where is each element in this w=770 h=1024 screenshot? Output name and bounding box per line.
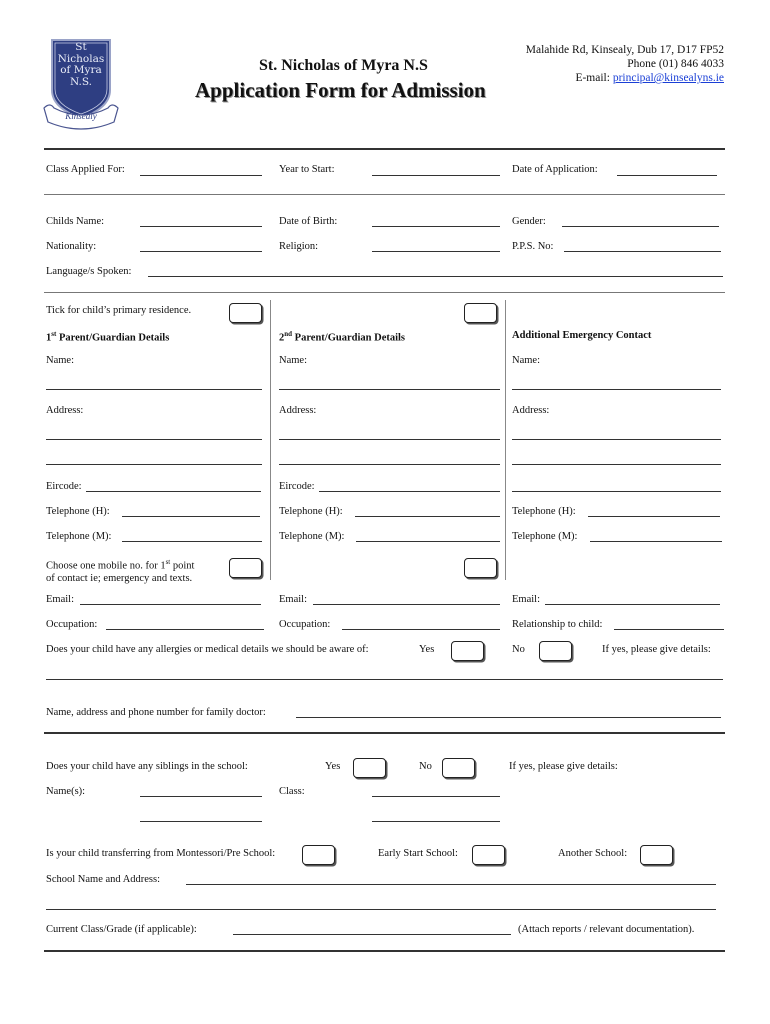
crest-ribbon-text: Kinsealy [65, 111, 97, 121]
parent2-occupation-field[interactable] [342, 629, 500, 630]
parent2-name-field[interactable] [279, 389, 500, 390]
early-start-label: Early Start School: [378, 848, 458, 859]
doctor-label: Name, address and phone number for family doctor: [46, 707, 266, 718]
parent1-eircode-field[interactable] [86, 491, 261, 492]
sibling-names-field[interactable] [140, 821, 262, 822]
siblings-details-label: If yes, please give details: [509, 761, 618, 772]
parent1-tel-h-field[interactable] [122, 516, 260, 517]
siblings-no-label: No [419, 761, 432, 772]
siblings-question: Does your child have any siblings in the school: [46, 761, 248, 772]
parent2-address-label: Address: [279, 405, 317, 416]
date-of-birth-field[interactable] [372, 226, 500, 227]
school-name-address-field[interactable] [186, 884, 716, 885]
crest-text-line: St [75, 41, 87, 53]
emergency-heading: Additional Emergency Contact [512, 330, 652, 341]
medical-question: Does your child have any allergies or medical details we should be aware of: [46, 644, 369, 655]
parent2-tel-m-field[interactable] [356, 541, 500, 542]
school-phone: Phone (01) 846 4033 [627, 58, 724, 70]
date-of-birth-label: Date of Birth: [279, 216, 338, 227]
gender-field[interactable] [562, 226, 719, 227]
sibling-class-field[interactable] [372, 821, 500, 822]
religion-field[interactable] [372, 251, 500, 252]
sibling-class-field[interactable] [372, 796, 500, 797]
medical-no-label: No [512, 644, 525, 655]
parent2-name-label: Name: [279, 355, 307, 366]
year-to-start-field[interactable] [372, 175, 500, 176]
medical-yes-checkbox[interactable] [451, 641, 484, 661]
choose-mobile-label: Choose one mobile no. for 1st point of contact ie; emergency and texts. [46, 558, 195, 584]
school-crest-logo [40, 38, 122, 130]
current-class-field[interactable] [233, 934, 511, 935]
parent2-occupation-label: Occupation: [279, 619, 331, 630]
parent1-name-field[interactable] [46, 389, 262, 390]
another-school-checkbox[interactable] [640, 845, 673, 865]
doctor-field[interactable] [296, 717, 721, 718]
early-start-checkbox[interactable] [472, 845, 505, 865]
parent1-heading: 1st Parent/Guardian Details [46, 330, 170, 344]
parent2-address-field[interactable] [279, 439, 500, 440]
column-divider [270, 300, 271, 580]
crest-text-line: Nicholas [57, 52, 105, 65]
transfer-question: Is your child transferring from Montessori/Pre School: [46, 848, 276, 859]
residence-checkbox-parent2[interactable] [464, 303, 497, 323]
parent1-address-field[interactable] [46, 439, 262, 440]
divider [44, 292, 725, 293]
nationality-label: Nationality: [46, 241, 97, 252]
parent2-tel-m-label: Telephone (M): [279, 531, 345, 542]
year-to-start-label: Year to Start: [279, 164, 335, 175]
gender-label: Gender: [512, 216, 546, 227]
crest-text-line: of Myra [60, 64, 102, 76]
date-of-application-label: Date of Application: [512, 164, 598, 175]
medical-no-checkbox[interactable] [539, 641, 572, 661]
mobile-contact-checkbox-parent2[interactable] [464, 558, 497, 578]
relationship-label: Relationship to child: [512, 619, 603, 630]
mobile-contact-checkbox-parent1[interactable] [229, 558, 262, 578]
parent2-tel-h-label: Telephone (H): [279, 506, 343, 517]
divider [44, 950, 725, 952]
emergency-address-label: Address: [512, 405, 550, 416]
siblings-yes-checkbox[interactable] [353, 758, 386, 778]
parent1-eircode-label: Eircode: [46, 481, 82, 492]
tick-residence-label: Tick for child’s primary residence. [46, 305, 192, 316]
sibling-class-label: Class: [279, 786, 305, 797]
medical-details-field[interactable] [46, 679, 723, 680]
emergency-tel-h-label: Telephone (H): [512, 506, 576, 517]
residence-checkbox-parent1[interactable] [229, 303, 262, 323]
parent1-tel-m-label: Telephone (M): [46, 531, 112, 542]
school-name: St. Nicholas of Myra N.S [259, 57, 428, 74]
attach-note: (Attach reports / relevant documentation). [518, 924, 695, 935]
parent1-email-field[interactable] [80, 604, 261, 605]
medical-yes-label: Yes [419, 644, 435, 655]
parent1-tel-m-field[interactable] [122, 541, 262, 542]
pps-label: P.P.S. No: [512, 241, 554, 252]
parent1-name-label: Name: [46, 355, 74, 366]
parent2-eircode-label: Eircode: [279, 481, 315, 492]
medical-details-label: If yes, please give details: [602, 644, 711, 655]
emergency-name-label: Name: [512, 355, 540, 366]
emergency-tel-m-field[interactable] [590, 541, 722, 542]
languages-label: Language/s Spoken: [46, 266, 132, 277]
parent1-address-label: Address: [46, 405, 84, 416]
childs-name-label: Childs Name: [46, 216, 105, 227]
email-label: E-mail: [575, 72, 610, 84]
parent1-occupation-field[interactable] [106, 629, 264, 630]
school-name-address-field[interactable] [46, 909, 716, 910]
emergency-email-label: Email: [512, 594, 540, 605]
emergency-email-field[interactable] [545, 604, 720, 605]
emergency-tel-m-label: Telephone (M): [512, 531, 578, 542]
parent2-tel-h-field[interactable] [355, 516, 500, 517]
date-of-application-field[interactable] [617, 175, 717, 176]
parent1-email-label: Email: [46, 594, 74, 605]
column-divider [505, 300, 506, 580]
parent2-eircode-field[interactable] [319, 491, 500, 492]
parent1-address-field[interactable] [46, 464, 262, 465]
pps-field[interactable] [564, 251, 721, 252]
sibling-names-field[interactable] [140, 796, 262, 797]
parent1-tel-h-label: Telephone (H): [46, 506, 110, 517]
divider [44, 148, 725, 150]
school-name-address-label: School Name and Address: [46, 874, 161, 885]
parent1-occupation-label: Occupation: [46, 619, 98, 630]
parent2-email-field[interactable] [313, 604, 500, 605]
school-email-row [575, 72, 724, 84]
school-address: Malahide Rd, Kinsealy, Dub 17, D17 FP52 [525, 44, 724, 56]
emergency-extra-field[interactable] [512, 491, 721, 492]
divider [44, 732, 725, 734]
parent2-email-label: Email: [279, 594, 307, 605]
nationality-field[interactable] [140, 251, 262, 252]
childs-name-field[interactable] [140, 226, 262, 227]
sibling-names-label: Name(s): [46, 786, 86, 797]
parent2-heading: 2nd Parent/Guardian Details [279, 330, 406, 344]
montessori-checkbox[interactable] [302, 845, 335, 865]
relationship-field[interactable] [614, 629, 724, 630]
crest-text-line: N.S. [69, 75, 92, 88]
emergency-address-field[interactable] [512, 464, 721, 465]
siblings-yes-label: Yes [325, 761, 341, 772]
religion-label: Religion: [279, 241, 319, 252]
current-class-label: Current Class/Grade (if applicable): [46, 924, 197, 935]
form-title: Application Form for Admission [195, 78, 486, 102]
emergency-name-field[interactable] [512, 389, 721, 390]
parent2-address-field[interactable] [279, 464, 500, 465]
emergency-tel-h-field[interactable] [588, 516, 720, 517]
siblings-no-checkbox[interactable] [442, 758, 475, 778]
emergency-address-field[interactable] [512, 439, 721, 440]
class-applied-field[interactable] [140, 175, 262, 176]
languages-field[interactable] [148, 276, 723, 277]
school-email-link[interactable]: principal@kinsealyns.ie [612, 72, 724, 84]
another-school-label: Another School: [558, 848, 628, 859]
divider [44, 194, 725, 195]
class-applied-label: Class Applied For: [46, 164, 125, 175]
